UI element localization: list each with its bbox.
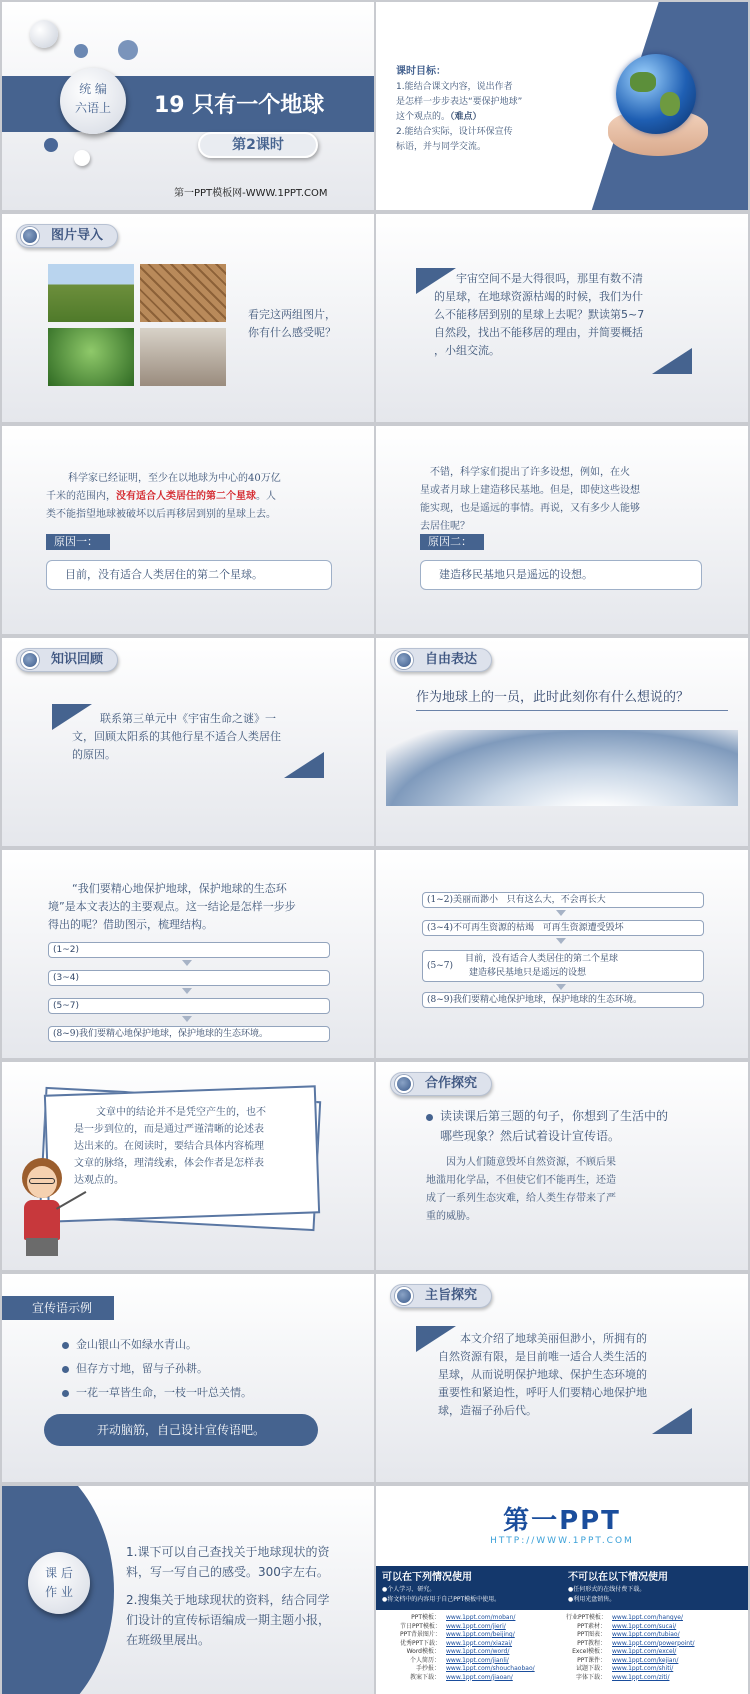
page-title: 19 只有一个地球	[154, 93, 325, 118]
body-line: 去居住呢？	[420, 521, 470, 532]
design-slogan-button[interactable]: 开动脑筋，自己设计宣传语吧。	[44, 1414, 318, 1446]
answer-box: 目前，没有适合人类居住的第二个星球。	[46, 560, 332, 590]
body-line: 境”是本文表达的主要观点。这一结论是怎样一步步	[48, 900, 296, 913]
prompt-question: 作为地球上的一员，此时此刻你有什么想说的？	[416, 690, 690, 705]
lesson-badge: 第2课时	[198, 132, 318, 158]
badge-label: 主旨探究	[425, 1288, 478, 1303]
section-badge	[390, 648, 492, 672]
structure-row	[422, 992, 704, 1008]
link-url[interactable]: www.1ppt.com/jianli/	[446, 1656, 509, 1664]
link-row	[400, 1640, 570, 1649]
goal-line: 是怎样一步步表达“要保护地球”	[396, 97, 523, 107]
bullet-dot-icon	[62, 1366, 69, 1373]
structure-row	[422, 920, 704, 936]
body-line: 的星球，在地球资源枯竭的时候，我们为什	[434, 290, 643, 303]
section-badge	[16, 224, 118, 248]
brand-url: HTTP://WWW.1PPT.COM	[490, 1536, 634, 1546]
slide-16-license	[376, 1486, 748, 1694]
arrow-down-icon	[182, 988, 192, 994]
continent-shape	[630, 72, 656, 92]
earth-globe-icon	[616, 54, 696, 134]
section-badge	[390, 1284, 492, 1308]
link-label: PPT教程：	[577, 1639, 606, 1647]
goal-line: 1.能结合课文内容，说出作者	[396, 82, 513, 92]
link-row	[566, 1623, 746, 1632]
slogan-item: 但存方寸地，留与子孙耕。	[76, 1362, 208, 1375]
arrow-down-icon	[182, 960, 192, 966]
badge-label: 合作探究	[425, 1076, 478, 1091]
slide-6-reason-two	[376, 426, 748, 634]
teacher-glasses	[29, 1178, 55, 1184]
link-label: 手抄报：	[415, 1665, 440, 1672]
quote-mark-right	[652, 1408, 692, 1434]
row-text: 我们要精心地保护地球，保护地球的生态环境。	[453, 995, 643, 1005]
body-line: “我们要精心地保护地球，保护地球的生态环	[72, 882, 287, 895]
paragraph-range: (5~7)	[53, 1001, 80, 1011]
link-label: 字体下载：	[575, 1673, 606, 1681]
body-line: 地滥用化学品，不但使它们不能再生，还造	[426, 1175, 616, 1186]
body-line: 文章的脉络，理清线索，体会作者是怎样表	[74, 1158, 264, 1169]
badge-dot-icon	[395, 651, 413, 669]
link-label: 试题下载：	[575, 1665, 606, 1672]
body-line: 不错，科学家们提出了许多设想，例如，在火	[430, 467, 630, 478]
can-use-heading: 可以在下列情况使用	[382, 1572, 472, 1583]
link-label: 个人简历：	[409, 1656, 440, 1664]
body-line: 星或者月球上建造移民基地。但是，即使这些设想	[420, 485, 640, 496]
slide-5-reason-one	[2, 426, 374, 634]
link-row	[566, 1665, 746, 1674]
slide-14-theme-inquiry	[376, 1274, 748, 1482]
body-line: 宇宙空间不是大得很吗，那里有数不清	[456, 272, 643, 285]
badge-line-1: 统 编	[79, 82, 107, 96]
slide-11-conclusion	[2, 1062, 374, 1270]
slide-9-structure	[2, 850, 374, 1058]
link-url[interactable]: www.1ppt.com/moban/	[446, 1614, 516, 1621]
link-url[interactable]: www.1ppt.com/xiazai/	[446, 1639, 513, 1647]
link-row	[566, 1674, 746, 1683]
cannot-use-item: ●利用光盘销售。	[568, 1596, 616, 1603]
link-row	[566, 1614, 746, 1623]
structure-row	[422, 892, 704, 908]
link-label: 优秀PPT下载：	[400, 1639, 441, 1647]
link-url[interactable]: www.1ppt.com/excel/	[612, 1648, 677, 1655]
earth-horizon-image	[386, 730, 738, 806]
structure-row	[48, 970, 330, 986]
badge-dot-icon	[21, 651, 39, 669]
bubble-deco	[44, 138, 58, 152]
link-row	[400, 1614, 570, 1623]
body-line: 文章中的结论并不是凭空产生的，也不	[96, 1107, 266, 1118]
bubble-deco	[118, 40, 138, 60]
badge-dot-icon	[395, 1075, 413, 1093]
photo-deforestation	[140, 328, 226, 386]
photo-dry-land	[140, 264, 226, 322]
body-line: 本文介绍了地球美丽但渺小，所拥有的	[460, 1332, 647, 1345]
homework-badge	[28, 1552, 90, 1614]
prompt-underline	[416, 710, 728, 711]
link-url[interactable]: www.1ppt.com/kejian/	[612, 1656, 679, 1664]
body-line: 得出的呢？借助图示，梳理结构。	[48, 918, 213, 931]
arrow-down-icon	[182, 1016, 192, 1022]
answer-box: 建造移民基地只是遥远的设想。	[420, 560, 702, 590]
paragraph-range: (5~7)	[427, 961, 454, 971]
paragraph-range: (1~2)	[427, 895, 454, 905]
link-label: PPT素材：	[577, 1622, 606, 1630]
paragraph-range: (3~4)	[53, 973, 80, 983]
body-line: 联系第三单元中《宇宙生命之谜》一	[100, 712, 276, 725]
link-row	[400, 1631, 570, 1640]
arrow-down-icon	[556, 910, 566, 916]
goal-line	[396, 110, 482, 125]
site-caption: 第一PPT模板网-WWW.1PPT.COM	[174, 188, 328, 199]
teacher-illustration	[16, 1158, 70, 1266]
structure-row	[48, 942, 330, 958]
link-url[interactable]: www.1ppt.com/beijing/	[446, 1631, 515, 1638]
body-line: 成了一系列生态灾难，给人类生存带来了严	[426, 1193, 616, 1204]
grade-badge	[60, 68, 126, 134]
body-line: 达观点的。	[74, 1175, 124, 1186]
row-text: 美丽而渺小 只有这么大，不会再长大	[453, 895, 606, 905]
link-row	[400, 1648, 570, 1657]
link-row	[400, 1657, 570, 1666]
link-url[interactable]: www.1ppt.com/ziti/	[612, 1673, 670, 1681]
bubble-deco	[30, 20, 58, 48]
row-text: 建造移民基地只是遥远的设想	[469, 968, 587, 978]
link-row	[400, 1665, 570, 1674]
slogan-item: 一花一草皆生命，一枝一叶总关情。	[76, 1386, 252, 1399]
body-line: 是一步到位的，而是通过严谨清晰的论述表	[74, 1124, 264, 1135]
badge-label: 知识回顾	[51, 652, 104, 667]
task-line: 读读课后第三题的句子，你想到了生活中的	[440, 1109, 669, 1123]
slide-10-structure-filled	[376, 850, 748, 1058]
highlight-text: 没有适合人类居住的第二个星球	[116, 491, 256, 502]
quote-mark-left	[52, 704, 92, 730]
bubble-deco	[74, 44, 88, 58]
paragraph-range: (8~9)	[53, 1029, 80, 1039]
link-url[interactable]: www.1ppt.com/powerpoint/	[612, 1639, 695, 1647]
link-url[interactable]: www.1ppt.com/jieri/	[446, 1622, 506, 1630]
row-text: 我们要精心地保护地球，保护地球的生态环境。	[79, 1029, 269, 1039]
link-url[interactable]: www.1ppt.com/word/	[446, 1648, 510, 1655]
badge-label: 图片导入	[51, 228, 104, 243]
row-text: 目前，没有适合人类居住的第二个星球	[465, 954, 619, 964]
bullet-dot-icon	[426, 1114, 433, 1121]
slide-15-homework	[2, 1486, 374, 1694]
badge-line-1: 课 后	[45, 1566, 73, 1580]
link-row	[566, 1648, 746, 1657]
structure-row	[48, 998, 330, 1014]
body-line: 科学家已经证明，至少在以地球为中心的40万亿	[68, 473, 281, 484]
link-label: Excel模板：	[572, 1648, 606, 1655]
paragraph-range: (8~9)	[427, 995, 454, 1005]
homework-line: 们设计的宣传标语编成一期主题小报，	[126, 1613, 331, 1627]
body-line: 重要性和紧迫性，呼吁人们要精心地保护地	[438, 1386, 647, 1399]
can-use-item: ●个人学习、研究。	[382, 1586, 436, 1593]
link-row	[566, 1640, 746, 1649]
goal-text: 这个观点的。	[396, 112, 451, 122]
slide-13-slogan-examples	[2, 1274, 374, 1482]
quote-mark-right	[284, 752, 324, 778]
slide-3-picture-intro	[2, 214, 374, 422]
link-url[interactable]: www.1ppt.com/sucai/	[612, 1622, 677, 1630]
link-label: PPT背景图片：	[400, 1631, 441, 1638]
badge-line-2: 作 业	[45, 1585, 73, 1599]
can-use-item: ●将文档中的内容用于自己PPT模板中使用。	[382, 1596, 501, 1603]
section-badge	[390, 1072, 492, 1096]
question-line: 你有什么感受呢？	[248, 326, 336, 339]
link-label: 教案下载：	[409, 1673, 440, 1681]
arrow-down-icon	[556, 938, 566, 944]
body-line: 么不能移居到别的星球上去呢？默读第5~7	[434, 308, 645, 321]
reason-tag: 原因一：	[46, 534, 110, 550]
continent-shape	[660, 92, 680, 116]
body-line: 能实现，也是遥远的事情。再说，又有多少人能够	[420, 503, 640, 514]
body-line: 文，回顾太阳系的其他行星不适合人类居住	[72, 730, 281, 743]
body-line: 自然资源有限，是目前唯一适合人类生活的	[438, 1350, 647, 1363]
bubble-deco	[74, 150, 90, 166]
homework-line: 2.搜集关于地球现状的资料，结合同学	[126, 1593, 330, 1607]
goal-line: 2.能结合实际，设计环保宣传	[396, 127, 513, 137]
homework-line: 1.课下可以自己查找关于地球现状的资	[126, 1545, 330, 1559]
cannot-use-item: ●任何形式的在线付费下载。	[568, 1586, 646, 1593]
slogan-item: 金山银山不如绿水青山。	[76, 1338, 197, 1351]
body-line: 重的威胁。	[426, 1211, 476, 1222]
link-row	[400, 1674, 570, 1683]
body-text: 千米的范围内，	[46, 491, 116, 502]
bullet-dot-icon	[62, 1390, 69, 1397]
slide-1-cover	[2, 2, 374, 210]
body-line: 类不能指望地球被破坏以后再移居到别的星球上去。	[46, 509, 276, 520]
question-line: 看完这两组图片，	[248, 308, 336, 321]
link-label: 节日PPT模板：	[400, 1622, 441, 1630]
link-url[interactable]: www.1ppt.com/shiti/	[612, 1665, 674, 1672]
row-text: 不可再生资源的枯竭 可再生资源遭受毁坏	[453, 923, 624, 933]
section-badge	[16, 648, 118, 672]
link-row	[566, 1631, 746, 1640]
link-label: PPT模板：	[411, 1614, 440, 1621]
homework-line: 在班级里展出。	[126, 1633, 211, 1647]
body-line	[46, 488, 276, 506]
badge-dot-icon	[21, 227, 39, 245]
goal-line: 标语，并与同学交流。	[396, 142, 487, 152]
body-line: 星球，从而说明保护地球、保护生态环境的	[438, 1368, 647, 1381]
body-line: 的原因。	[72, 748, 116, 761]
teacher-skirt	[26, 1238, 58, 1256]
slide-7-knowledge-review	[2, 638, 374, 846]
badge-label: 自由表达	[425, 652, 478, 667]
link-label: 行业PPT模板：	[566, 1614, 607, 1621]
arrow-down-icon	[556, 984, 566, 990]
reason-tag: 原因二：	[420, 534, 484, 550]
cannot-use-heading: 不可以在以下情况使用	[568, 1572, 668, 1583]
brand-logo: 第一PPT	[503, 1506, 621, 1536]
body-line: 因为人们随意毁坏自然资源，不顾后果	[446, 1157, 616, 1168]
slogan-heading: 宣传语示例	[2, 1296, 114, 1320]
photo-forest	[48, 328, 134, 386]
paragraph-range: (3~4)	[427, 923, 454, 933]
body-line: 达出来的。在阅读时，要结合具体内容梳理	[74, 1141, 264, 1152]
slide-4-question	[376, 214, 748, 422]
link-url[interactable]: www.1ppt.com/shouchaobao/	[446, 1665, 535, 1672]
link-url[interactable]: www.1ppt.com/hangye/	[612, 1614, 683, 1621]
body-line: 自然段，找出不能移居的理由，并简要概括	[434, 326, 643, 339]
difficulty-mark: （难点）	[450, 112, 482, 122]
link-label: PPT图表：	[577, 1631, 606, 1638]
slide-2-goals	[376, 2, 748, 210]
link-url[interactable]: www.1ppt.com/tubiao/	[612, 1631, 680, 1638]
link-row	[566, 1657, 746, 1666]
link-url[interactable]: www.1ppt.com/jiaoan/	[446, 1673, 513, 1681]
task-line: 哪些现象？然后试着设计宣传语。	[440, 1129, 621, 1143]
link-row	[400, 1623, 570, 1632]
paragraph-range: (1~2)	[53, 945, 80, 955]
body-line: 球，造福子孙后代。	[438, 1404, 537, 1417]
link-label: Word模板：	[406, 1648, 440, 1655]
bullet-dot-icon	[62, 1342, 69, 1349]
link-label: PPT课件：	[577, 1656, 606, 1664]
quote-mark-right	[652, 348, 692, 374]
photo-grassland	[48, 264, 134, 322]
links-right-list	[566, 1614, 746, 1682]
badge-dot-icon	[395, 1287, 413, 1305]
structure-row	[48, 1026, 330, 1042]
slide-12-cooperative-inquiry	[376, 1062, 748, 1270]
body-text: 。人	[256, 491, 276, 502]
body-line: ，小组交流。	[434, 344, 500, 357]
teacher-body	[24, 1200, 60, 1240]
structure-row	[422, 950, 704, 982]
slide-8-free-expression	[376, 638, 748, 846]
goals-heading: 课时目标：	[396, 66, 446, 77]
links-left-list	[400, 1614, 570, 1682]
homework-line: 料，写一写自己的感受。300字左右。	[126, 1565, 329, 1579]
badge-line-2: 六语上	[74, 101, 111, 115]
